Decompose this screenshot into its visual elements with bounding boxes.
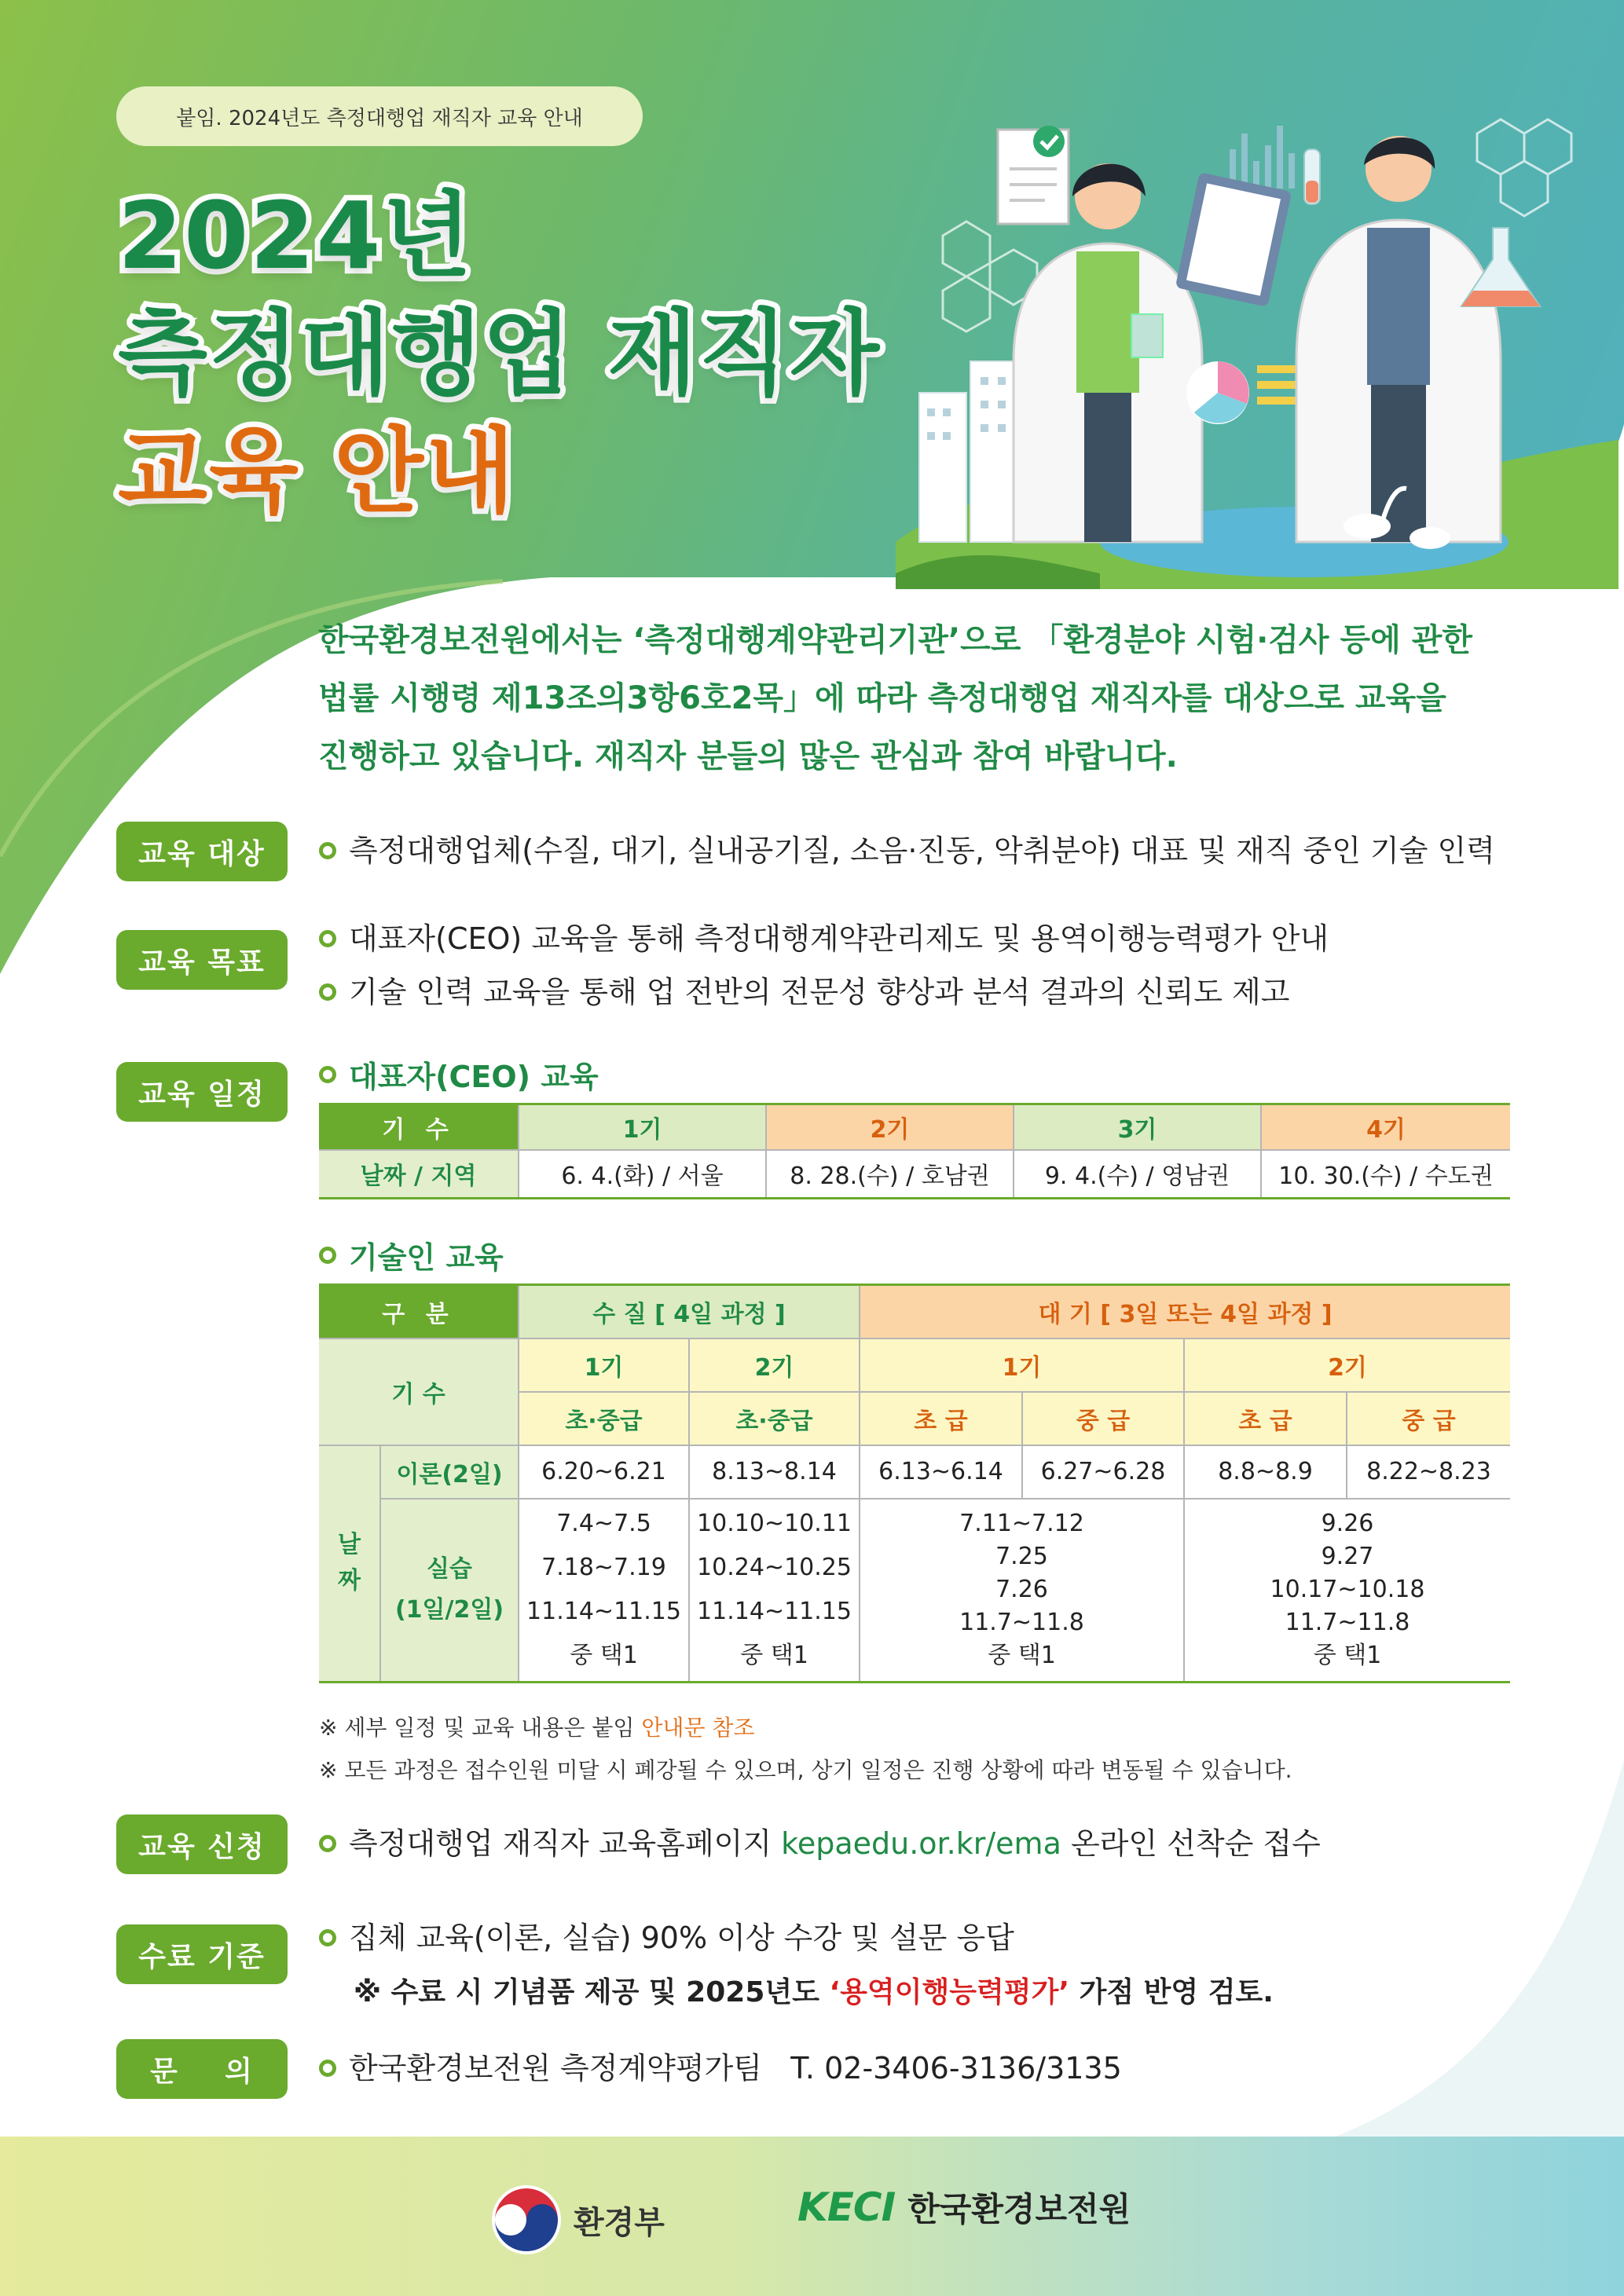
theory-date: 6.13~6.14 [860, 1445, 1022, 1499]
label-schedule: 교육 일정 [116, 1062, 288, 1122]
practice-date: 중 택1 [570, 1642, 638, 1670]
air-level: 초 급 [860, 1392, 1022, 1445]
ceo-term-head: 기 수 [319, 1104, 519, 1150]
apply-link[interactable]: kepaedu.or.kr/ema [781, 1826, 1061, 1861]
attachment-label: 붙임. 2024년도 측정대행업 재직자 교육 안내 [116, 86, 643, 146]
practice-date: 11.7~11.8 [959, 1609, 1084, 1637]
bullet-icon [319, 1247, 336, 1264]
practice-date: 9.27 [1321, 1543, 1374, 1571]
bullet-icon [319, 1835, 336, 1852]
ministry-name: 환경부 [574, 2204, 665, 2241]
bullet-icon [319, 930, 336, 947]
practice-date: 중 택1 [988, 1642, 1056, 1670]
air-level: 중 급 [1347, 1392, 1510, 1445]
theory-date: 6.27~6.28 [1022, 1445, 1184, 1499]
keci-logo [797, 2184, 1131, 2231]
ministry-logo [490, 2184, 665, 2256]
bullet-icon [319, 983, 336, 1001]
practice-date: 11.14~11.15 [526, 1598, 681, 1626]
intro-line: 한국환경보전원에서는 ‘측정대행계약관리기관’으로 「환경분야 시험·검사 등에 관한 [318, 622, 1472, 658]
air-head: 대 기 [ 3일 또는 4일 과정 ] [860, 1285, 1510, 1338]
practice-air1 [860, 1499, 1184, 1683]
goal-item [319, 972, 1289, 1012]
tech-schedule-table [319, 1283, 1510, 1683]
target-text: 측정대행업체(수질, 대기, 실내공기질, 소음·진동, 악취분야) 대표 및 재직 중인 기술 인력 [349, 833, 1495, 868]
bullet-icon [319, 842, 336, 859]
practice-date: 중 택1 [740, 1642, 808, 1670]
practice-water1 [519, 1499, 689, 1683]
water-level: 초·중급 [519, 1392, 689, 1445]
contact-text: 한국환경보전원 측정계약평가팀 T. 02-3406-3136/3135 [349, 2051, 1122, 2085]
ceo-date: 9. 4.(수) / 영남권 [1014, 1150, 1261, 1199]
practice-date: 10.17~10.18 [1270, 1576, 1425, 1604]
contact-item [319, 2049, 1122, 2088]
practice-date: 10.24~10.25 [697, 1554, 852, 1582]
label-contact: 문 의 [116, 2039, 288, 2099]
air-level: 초 급 [1184, 1392, 1347, 1445]
practice-date: 7.18~7.19 [541, 1554, 666, 1582]
title-line-3: 교육 안내 [118, 417, 517, 525]
intro-line: 법률 시행령 제13조의3항6호2목」에 따라 측정대행업 재직자를 대상으로 교육을 [318, 680, 1446, 716]
target-item [319, 831, 1495, 870]
note-text: ※ 세부 일정 및 교육 내용은 붙임 [319, 1715, 642, 1741]
theory-date: 8.13~8.14 [689, 1445, 860, 1499]
theory-date: 6.20~6.21 [519, 1445, 689, 1499]
practice-date: 중 택1 [1313, 1642, 1382, 1670]
water-head: 수 질 [ 4일 과정 ] [519, 1285, 860, 1338]
completion-note-text: 가점 반영 검토. [1069, 1976, 1274, 2009]
practice-air2 [1184, 1499, 1510, 1683]
practice-water2 [689, 1499, 860, 1683]
completion-note [354, 1970, 1274, 2010]
note-highlight: 안내문 참조 [641, 1715, 755, 1741]
title-line-2: 측정대행업 재직자 [118, 299, 881, 408]
theory-date: 8.8~8.9 [1184, 1445, 1347, 1499]
practice-date: 11.7~11.8 [1285, 1609, 1410, 1637]
ceo-term: 3기 [1014, 1104, 1261, 1150]
title-line-1: 2024년 [118, 181, 474, 290]
completion-note-text: ※ 수료 시 기념품 제공 및 2025년도 [354, 1976, 830, 2009]
goal-text: 기술 인력 교육을 통해 업 전반의 전문성 향상과 분석 결과의 신뢰도 제고 [349, 975, 1290, 1009]
air-term: 1기 [860, 1338, 1184, 1392]
bullet-icon [319, 1929, 336, 1946]
tech-education-heading [319, 1233, 504, 1276]
ceo-term: 1기 [519, 1104, 766, 1150]
date-side-head: 날 짜 [319, 1445, 380, 1683]
ceo-title: 대표자(CEO) 교육 [349, 1060, 599, 1094]
apply-item [319, 1824, 1321, 1863]
air-term: 2기 [1184, 1338, 1510, 1392]
theory-head: 이론(2일) [380, 1445, 519, 1499]
taegeuk-icon [490, 2184, 563, 2256]
ceo-term: 2기 [766, 1104, 1014, 1150]
practice-date: 9.26 [1321, 1510, 1374, 1538]
division-head: 구 분 [319, 1285, 519, 1338]
bullet-icon [319, 1066, 336, 1083]
ceo-date: 6. 4.(화) / 서울 [519, 1150, 766, 1199]
label-apply: 교육 신청 [116, 1814, 288, 1874]
goal-item [319, 919, 1329, 958]
practice-date: 7.26 [995, 1576, 1048, 1604]
completion-note-red: ‘용역이행능력평가’ [829, 1976, 1070, 2009]
apply-text: 측정대행업 재직자 교육홈페이지 [349, 1826, 772, 1861]
water-term: 2기 [689, 1338, 860, 1392]
intro-line: 진행하고 있습니다. 재직자 분들의 많은 관심과 참여 바랍니다. [318, 738, 1178, 774]
ceo-date: 10. 30.(수) / 수도권 [1261, 1150, 1510, 1199]
tech-title: 기술인 교육 [349, 1240, 504, 1275]
schedule-note-2: ※ 모든 과정은 접수인원 미달 시 폐강될 수 있으며, 상기 일정은 진행 상황에 따라 변동될 수 있습니다. [319, 1757, 1292, 1783]
page-title [118, 177, 881, 530]
label-target: 교육 대상 [116, 822, 288, 881]
ceo-date: 8. 28.(수) / 호남권 [766, 1150, 1014, 1199]
bullet-icon [319, 2060, 336, 2077]
completion-text: 집체 교육(이론, 실습) 90% 이상 수강 및 설문 응답 [349, 1921, 1014, 1955]
label-completion: 수료 기준 [116, 1924, 288, 1984]
water-level: 초·중급 [689, 1392, 860, 1445]
practice-date: 11.14~11.15 [697, 1598, 852, 1626]
keci-name: 한국환경보전원 [907, 2190, 1131, 2228]
ceo-education-heading [319, 1053, 599, 1096]
practice-date: 7.11~7.12 [959, 1510, 1084, 1538]
theory-date: 8.22~8.23 [1347, 1445, 1510, 1499]
keci-mark: KECI [797, 2184, 896, 2230]
air-level: 중 급 [1022, 1392, 1184, 1445]
practice-date: 7.25 [995, 1543, 1048, 1571]
water-term: 1기 [519, 1338, 689, 1392]
scientists-illustration [896, 102, 1619, 589]
apply-text: 온라인 선착순 접수 [1070, 1826, 1321, 1861]
goal-text: 대표자(CEO) 교육을 통해 측정대행계약관리제도 및 용역이행능력평가 안내 [349, 921, 1329, 956]
practice-head-line: 실습 [427, 1555, 472, 1584]
practice-date: 7.4~7.5 [556, 1510, 651, 1538]
practice-date: 10.10~10.11 [697, 1510, 852, 1538]
term-head: 기 수 [319, 1338, 519, 1445]
ceo-schedule-table [319, 1103, 1510, 1199]
label-goal: 교육 목표 [116, 930, 288, 990]
completion-item [319, 1918, 1014, 1957]
intro-paragraph [318, 611, 1512, 785]
practice-head [380, 1499, 519, 1683]
ceo-date-head: 날짜 / 지역 [319, 1150, 519, 1199]
ceo-term: 4기 [1261, 1104, 1510, 1150]
practice-head-line: (1일/2일) [394, 1596, 504, 1624]
schedule-note-1 [319, 1711, 755, 1742]
